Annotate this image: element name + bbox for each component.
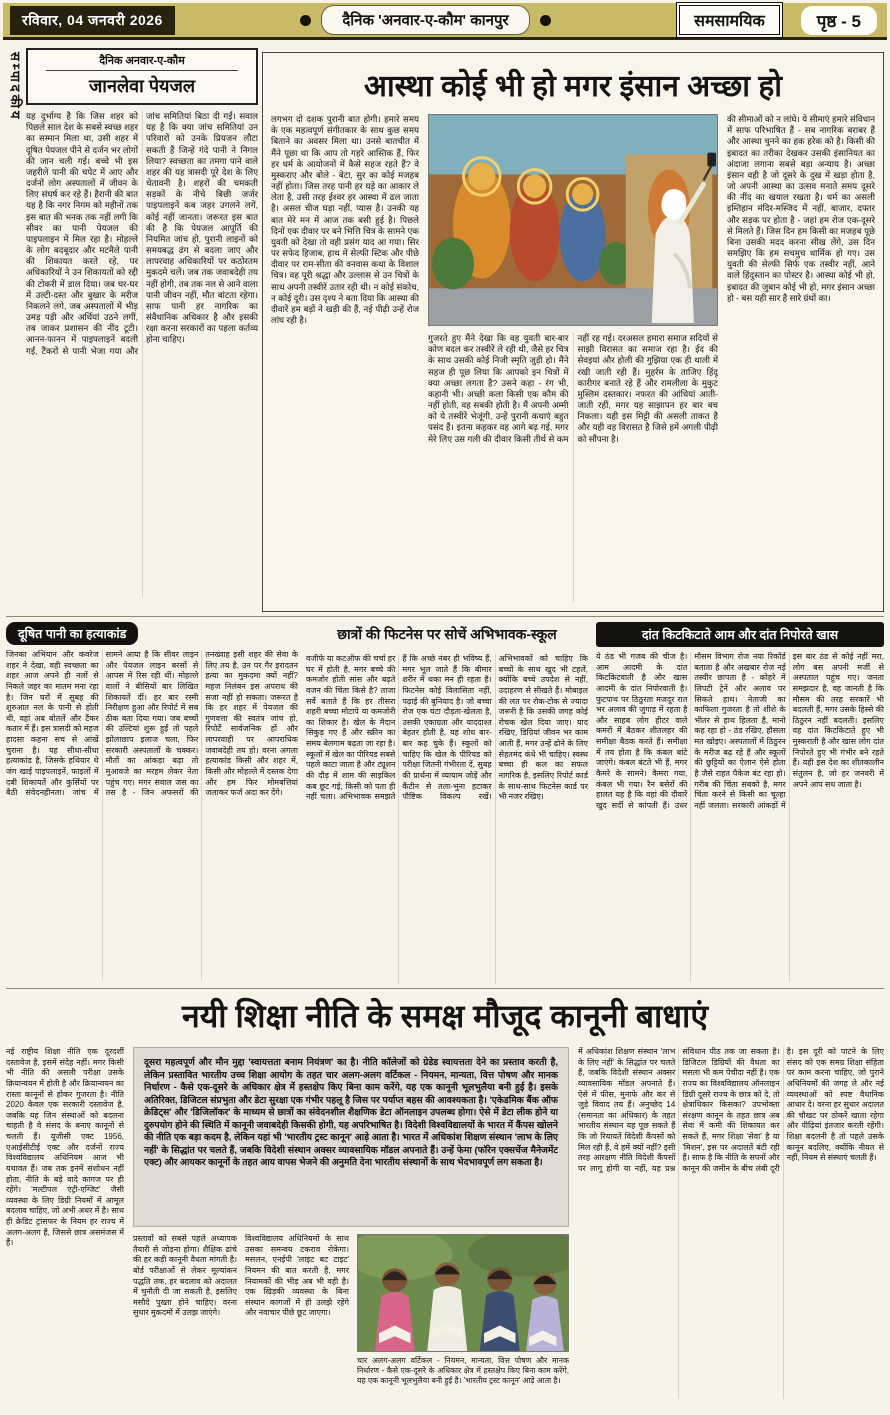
horizontal-rule <box>6 988 884 989</box>
faith-middle-text: गुजरते हुए मैंने देखा कि वह युवती बार-बार कोण बदल कर तस्वीरें ले रही थी, जैसे हर चित्र के साथ उसकी कोई निजी स्मृति जुड़ी हो। मैंने सहज ही पूछ लिया कि आपको इन चित्रों में क्या अच्छा लगता है? उसने कहा - रंग भी, कहानी भी। अच्छी कला किसी एक कौम की नहीं होती, वह सबकी होती है। मैं अपनी अम्मी को ये तस्वीरें भेजूंगी, उन्हें पुरानी कथाएं बहुत पसंद हैं। इतना कहकर वह आगे बढ़ गई, मगर मेरे लिए उस गली की दीवार किसी तीर्थ से कम नहीं रह गई। दरअसल हमारा समाज सदियों से साझी विरासत का समाज रहा है। ईद की सेवइयां और होली की गुझिया एक ही थाली में रखी जाती रही हैं। मुहर्रम के ताजिए हिंदू कारीगर बनाते रहे हैं और रामलीला के मुकुट मुस्लिम दस्तकार। नफरत की आंधियां आती-जाती रहीं, मगर यह साझापन हर बार बच निकला। यही इस मिट्टी की असली ताकत है और यही वह विरासत है जिसे हमें अगली पीढ़ी को सौंपना है। <box>428 333 718 444</box>
faith-middle <box>428 114 718 602</box>
education-highlight-box: दूसरा महत्वपूर्ण और मौन मुद्दा 'स्वायत्तता बनाम नियंत्रण' का है। नीति कॉलेजों को ग्रेडेड स्वायत्तता देने का प्रस्ताव करती है, लेकिन प्रस्तावित भारतीय उच्च शिक्षा आयोग के तहत चार अलग-अलग वर्टिकल - नियमन, मान्यता, वित्त पोषण और मानक निर्धारण - कैसे एक-दूसरे के अधिकार क्षेत्र में हस्तक्षेप किए बिना काम करेंगे, यह एक कानूनी भूलभुलैया बनी हुई है। इसके अतिरिक्त, डिजिटल संप्रभुता और डेटा सुरक्षा एक गंभीर पहलू है जिस पर पर्याप्त बहस की आवश्यकता है। 'एकेडमिक बैंक ऑफ क्रेडिट्स' और 'डिजिलॉकर' के माध्यम से छात्रों का संवेदनशील शैक्षणिक डेटा ऑनलाइन उपलब्ध होगा। ऐसे में डेटा लीक होने या दुरुपयोग होने की स्थिति में कानूनी जवाबदेही किसकी होगी, यह अपरिभाषित है। विदेशी विश्वविद्यालयों के भारत में कैंपस खोलने की नीति एक बड़ा कदम है, लेकिन यहां भी 'भारतीय ट्रस्ट कानून' आड़े आता है। भारत में अधिकांश शिक्षण संस्थान 'लाभ के लिए नहीं' के सिद्धांत पर चलते हैं, जबकि विदेशी संस्थान अक्सर व्यावसायिक मॉडल अपनाते हैं। उन्हें फेमा (फॉरेन एक्सचेंज मैनेजमेंट एक्ट) और आयकर कानूनों के तहत आय वापस भेजने की अनुमति देना भारतीय संस्थानों के साथ भेदभावपूर्ण लग सकता है। <box>133 1047 569 1227</box>
section-name: समसामयिक <box>676 2 783 38</box>
horizontal-rule <box>6 616 884 617</box>
fitness-article <box>306 622 588 984</box>
editorial-paper-name: दैनिक अनवार-ए-कौम <box>46 53 238 71</box>
water-article <box>6 622 298 984</box>
page-number: पृष्ठ - 5 <box>801 6 877 35</box>
faith-article <box>262 52 884 612</box>
faith-content <box>271 114 875 602</box>
editorial-vertical-label: सम्पादकीय <box>8 52 23 122</box>
satire-body: ये ठंड भी गजब की चीज है। आम आदमी के दांत किटकिटवाती है और खास आदमी के दांत निपोरवाती है। फुटपाथ पर ठिठुरता मजदूर रात भर अलाव की जुगाड़ में रहता है और साहब लोग हीटर वाले कमरों में बैठकर शीतलहर की समीक्षा बैठक करते हैं। समीक्षा में तय होता है कि कंबल बांटे जाएंगे। कंबल बंटते भी हैं, मगर कैमरे के सामने। कैमरा गया, कंबल भी गया। रैन बसेरों की हालत यह है कि वहां की दीवारें खुद सर्दी से कांपती हैं। उधर मौसम विभाग रोज नया रिकॉर्ड बताता है और अखबार रोज नई तस्वीर छापता है - कोहरे में लिपटी ट्रेनें और अलाव पर सिकते हाथ। नेताजी का काफिला गुजरता है तो शीशे के भीतर से हाथ हिलता है, मानो कह रहा हो - ठंड रखिए, हौसला मत खोइए। अस्पतालों में ठिठुरन के मरीज बढ़ रहे हैं और स्कूलों की छुट्टियों का ऐलान ऐसे होता है जैसे राहत पैकेज बंट रहा हो। गरीब की चिंता सबको है, मगर चिंता करने से किसी का चूल्हा नहीं जलता। सरकारी आंकड़ों में इस बार ठंड से कोई नहीं मरा, लोग बस अपनी मर्जी से अस्पताल पहुंच गए। जनता समझदार है, वह जानती है कि मौसम की तरह सरकारें भी बदलती हैं, मगर उसके हिस्से की ठिठुरन नहीं बदलती। इसलिए वह दांत किटकिटाते हुए भी मुस्कराती है और खास लोग दांत निपोरते हुए भी गंभीर बने रहते हैं। यही इस देश का शीतकालीन संतुलन है, जो हर जनवरी में अपने आप सध जाता है। <box>596 652 884 810</box>
education-content <box>6 1047 884 1399</box>
education-left-column: नई राष्ट्रीय शिक्षा नीति एक दूरदर्शी दस्तावेज है, इसमें संदेह नहीं। मगर किसी भी नीति की असली परीक्षा उसके क्रियान्वयन में होती है और क्रियान्वयन का रास्ता कानूनों से होकर गुजरता है। नीति 2020 केवल एक सरकारी दस्तावेज है, जबकि यह जिन संस्थाओं को बदलना चाहती है वे संसद के बनाए कानूनों से चलती हैं। यूजीसी एक्ट 1956, एआईसीटीई एक्ट और दर्जनों राज्य विश्वविद्यालय अधिनियम आज भी यथावत हैं। जब तक इनमें संशोधन नहीं होता, नीति के बड़े वादे कागज पर ही रहेंगे। 'मल्टीपल एंट्री-एग्जिट' जैसी व्यवस्था के लिए डिग्री नियमों में आमूल बदलाव चाहिए, जो अभी अधर में है। साथ ही क्रेडिट ट्रांसफर के नियम हर राज्य में अलग-अलग हैं, जिससे छात्र असमंजस में हैं। <box>6 1047 124 1248</box>
students-photo <box>357 1234 569 1352</box>
newspaper-title: दैनिक 'अनवार-ए-कौम' कानपुर <box>321 5 529 35</box>
education-right-columns: में अधिकांश शिक्षण संस्थान 'लाभ के लिए नहीं' के सिद्धांत पर चलते हैं, जबकि विदेशी संस्थान अक्सर व्यावसायिक मॉडल अपनाते हैं। ऐसे में फीस, मुनाफे और कर से जुड़े विवाद तय हैं। अनुच्छेद 14 (समानता का अधिकार) के तहत भारतीय संस्थान यह पूछ सकते हैं कि जो रियायतें विदेशी कैंपसों को मिल रही हैं, वे हमें क्यों नहीं? इसी तरह आरक्षण नीति विदेशी कैंपसों पर लागू होगी या नहीं, यह प्रश्न संविधान पीठ तक जा सकता है। डिजिटल डिग्रियों की वैधता का मसला भी कम पेचीदा नहीं है। एक राज्य का विश्वविद्यालय ऑनलाइन डिग्री दूसरे राज्य के छात्र को दे, तो क्षेत्राधिकार किसका? उपभोक्ता संरक्षण कानून के तहत छात्र अब सेवा में कमी की शिकायत कर सकते हैं, मगर शिक्षा 'सेवा' है या 'मिशन', इस पर अदालतें बंटी रही हैं। साफ है कि नीति के सपनों और कानून की जमीन के बीच लंबी दूरी है। इस दूरी को पाटने के लिए संसद को एक समग्र शिक्षा संहिता पर काम करना चाहिए, जो पुराने अधिनियमों की जगह ले और नई व्यवस्थाओं को स्पष्ट वैधानिक आधार दे। वरना हर सुधार अदालत की चौखट पर ठोकरें खाता रहेगा और पीढ़ियां इंतजार करती रहेंगी। शिक्षा बदलनी है तो पहले उसके कानून बदलिए, क्योंकि नीयत से नहीं, नियम से संस्थाएं चलती हैं। <box>578 1047 884 1173</box>
bullet-icon <box>540 15 551 26</box>
date-label: रविवार, 04 जनवरी 2026 <box>10 6 175 35</box>
education-middle <box>133 1047 569 1399</box>
water-body: जिनका अभियान और कवरेज शहर ने देखा, वही स्वच्छता का शहर आज अपने ही नलों से निकले जहर का मातम मना रहा है। जिन घरों में सुबह की शुरुआत नल के पानी से होती थी, वहां अब बोतलें और टैंकर कतार में हैं। इस त्रासदी को महज हादसा कहना सच से आंखें चुराना है। यह सीधा-सीधा हत्याकांड है, जिसके हथियार थे जंग खाई पाइपलाइनें, फाइलों में दबी शिकायतें और कुर्सियों पर बैठी संवेदनहीनता। जांच में सामने आया है कि सीवर लाइन और पेयजल लाइन बरसों से आपस में रिस रही थीं। मोहल्ले वालों ने बीसियों बार लिखित शिकायतें दीं। हर बार रस्मी निरीक्षण हुआ और रिपोर्ट में सब ठीक बता दिया गया। जब बच्चों की उल्टियां शुरू हुईं तो पहले झोलाछाप इलाज चला, फिर सरकारी अस्पतालों के चक्कर। मौतों का आंकड़ा बढ़ा तो मुआवजे का मरहम लेकर नेता पहुंच गए। मगर सवाल जस का तस है - जिन अफसरों की तनख्वाह इसी शहर की सेवा के लिए तय है, उन पर गैर इरादतन हत्या का मुकदमा क्यों नहीं? महज निलंबन इस अपराध की सजा नहीं हो सकता। जरूरत है कि हर शहर में पेयजल की गुणवत्ता की स्वतंत्र जांच हो, रिपोर्टें सार्वजनिक हों और लापरवाही पर आपराधिक जवाबदेही तय हो। वरना अगला हत्याकांड किसी और शहर में, किसी और मोहल्ले में दस्तक देगा और हम फिर मोमबत्तियां जलाकर फर्ज अदा कर देंगे। <box>6 650 298 798</box>
faith-column-left: लगभग दो दशक पुरानी बात होगी। हमारे समय के एक महत्वपूर्ण संगीतकार के साथ कुछ समय बिताने का अवसर मिला था। उनसे बातचीत में मैंने पूछा था कि आप तो गहरे आस्तिक हैं, फिर हर धर्म के आयोजनों में कैसे सहज रहते हैं? वे मुस्कराए और बोले - बेटा, सुर का कोई मजहब नहीं होता। जिस तरह पानी हर घड़े का आकार ले लेता है, उसी तरह ईश्वर हर आस्था में ढल जाता है। असल चीज घड़ा नहीं, प्यास है। उनकी यह बात मेरे मन में आज तक बसी हुई है। पिछले दिनों एक दीवार पर बने भित्ति चित्र के सामने एक युवती को देखा तो वही प्रसंग याद आ गया। सिर पर सफेद हिजाब, हाथ में सेल्फी स्टिक और पीछे दीवार पर राम-सीता की वनवास कथा के विशाल चित्र। वह पूरी श्रद्धा और उल्लास से उन चित्रों के साथ अपनी तस्वीरें उतार रही थी। न कोई संकोच, न कोई दूरी। उस दृश्य ने बता दिया कि आस्था की दीवारें हम बड़ों ने खड़ी की हैं, नई पीढ़ी उन्हें रोज लांघ रही है। <box>271 114 419 326</box>
faith-headline: आस्था कोई भी हो मगर इंसान अच्छा हो <box>363 70 783 103</box>
education-article <box>6 992 884 1410</box>
editorial-title: जानलेवा पेयजल <box>88 76 196 96</box>
fitness-title: छात्रों की फिटनेस पर सोचें अभिभावक-स्कूल <box>337 626 557 642</box>
education-mid-column-2: विश्वविद्यालय अधिनियमों के साथ उसका समन्वय टकराव रोकेगा। मसलन, एनईपी 'लाइट बट टाइट' नियमन की बात करती है, मगर नियामकों की भीड़ अब भी वही है। एक खिड़की व्यवस्था के बिना संस्थान कागजों में ही उलझे रहेंगे और नवाचार पीछे छूट जाएगा। <box>245 1234 349 1318</box>
mural-selfie-photo <box>429 115 717 325</box>
water-title: दूषित पानी का हत्याकांड <box>6 622 138 645</box>
fitness-body: वजीफे या कटऑफ की चर्चा हर घर में होती है, मगर बच्चे की कमजोर होती सांस और बढ़ते वजन की चिंता किसे है? ताजा सर्वे बताते हैं कि हर तीसरा शहरी बच्चा मोटापे या कमजोरी का शिकार है। खेल के मैदान सिकुड़ गए हैं और स्क्रीन का समय बेलगाम बढ़ता जा रहा है। स्कूलों में खेल का पीरियड सबसे पहले काटा जाता है और ट्यूशन की दौड़ में शाम की साइकिल कब छूट गई, किसी को पता ही नहीं चला। अभिभावक समझते हैं कि अच्छे नंबर ही भविष्य हैं, मगर भूल जाते हैं कि बीमार शरीर में थका मन ही रहता है। फिटनेस कोई विलासिता नहीं, पढ़ाई की बुनियाद है। जो बच्चा रोज एक घंटा दौड़ता-खेलता है, उसकी एकाग्रता और याददाश्त बेहतर होती है, यह शोध बार-बार कह चुके हैं। स्कूलों को चाहिए कि खेल के पीरियड को परीक्षा जितनी गंभीरता दें, सुबह की प्रार्थना में व्यायाम जोड़ें और कैंटीन से तला-भुना हटाकर पौष्टिक विकल्प रखें। अभिभावकों को चाहिए कि बच्चों के साथ खुद भी टहलें, क्योंकि बच्चे उपदेश से नहीं, उदाहरण से सीखते हैं। मोबाइल की लत पर रोक-टोक से ज्यादा जरूरी है कि उसकी जगह कोई रोचक खेल दिया जाए। याद रखिए, डिग्रियां जीवन भर काम आती हैं, मगर उन्हें ढोने के लिए सेहतमंद कंधे भी चाहिए। स्वस्थ बच्चा ही कल का सफल नागरिक है, इसलिए रिपोर्ट कार्ड के साथ-साथ फिटनेस कार्ड पर भी नजर रखिए। <box>306 654 588 802</box>
students-reading-photo <box>358 1235 568 1351</box>
satire-title: दांत किटकिटाते आम और दांत निपोरते खास <box>596 622 884 647</box>
masthead-bar <box>3 3 887 40</box>
education-middle-lower <box>133 1234 569 1399</box>
editorial-article <box>6 48 258 614</box>
bullet-icon <box>300 15 311 26</box>
faith-column-right: की सीमाओं को न लांघे। ये सीमाएं हमारे संविधान में साफ परिभाषित हैं - सब नागरिक बराबर हैं और आस्था चुनने का हक हरेक को है। किसी की इबादत का तरीका देखकर उसकी इंसानियत का अंदाजा लगाना सबसे बड़ा अन्याय है। अच्छा इंसान वही है जो दूसरे के दुख में खड़ा होता है, जो अपनी आस्था का उत्सव मनाते समय दूसरे की नींद का खयाल रखता है। धर्म का असली इम्तिहान मंदिर-मस्जिद में नहीं, बाजार, दफ्तर और सड़क पर होता है - जहां हम रोज एक-दूसरे से मिलते हैं। जिस दिन हम किसी का मजहब पूछे बिना उसकी मदद करना सीख लेंगे, उस दिन समझिए कि हम सचमुच धार्मिक हो गए। उस युवती की सेल्फी सिर्फ एक तस्वीर नहीं, आने वाले हिंदुस्तान का पोस्टर है। आस्था कोई भी हो, इबादत की जुबान कोई भी हो, मगर इंसान अच्छा हो - बस यही सार है सारे ग्रंथों का। <box>727 114 875 303</box>
education-mid-column-1: प्रस्तावों को सबसे पहले अध्यापक तैयारी से जोड़ना होगा। शैक्षिक ढांचे की हर कड़ी कानूनी वैधता मांगती है। बोर्ड परीक्षाओं से लेकर मूल्यांकन पद्धति तक, हर बदलाव को अदालत में चुनौती दी जा सकती है, इसलिए मसौदे पुख्ता होने चाहिए। वरना सुधार मुकदमों में उलझ जाएंगे। <box>133 1234 237 1318</box>
education-headline: नयी शिक्षा नीति के समक्ष मौजूद कानूनी बाधाएं <box>181 998 709 1034</box>
faith-article-photo <box>428 114 718 326</box>
satire-article <box>596 622 884 984</box>
students-photo-caption: चार अलग-अलग वर्टिकल - नियमन, मान्यता, वित्त पोषण और मानक निर्धारण - कैसे एक-दूसरे के अधिकार क्षेत्र में हस्तक्षेप किए बिना काम करेंगे, यह एक कानूनी भूलभुलैया बनी हुई है। 'भारतीय ट्रस्ट कानून' आड़े आता है। <box>357 1356 569 1385</box>
editorial-header-box <box>26 48 258 105</box>
education-photo-block <box>357 1234 569 1399</box>
editorial-body: यह दुर्भाग्य है कि जिस शहर को पिछले साल देश के सबसे स्वच्छ शहर का सम्मान मिला था, उसी शहर में दूषित पेयजल पीने से दर्जन भर लोगों की जान चली गई। बच्चे भी इस जहरीले पानी की चपेट में आए और दर्जनों लोग अस्पतालों में जीवन के लिए संघर्ष कर रहे हैं। हैरानी की बात यह है कि नगर निगम को महीनों तक इस बात की भनक तक नहीं लगी कि सीवर का पानी पेयजल की पाइपलाइन में मिल रहा है। मोहल्ले के लोग बदबूदार और मटमैले पानी की शिकायत करते रहे, पर अधिकारियों ने उन शिकायतों को रद्दी की टोकरी में डाल दिया। जब घर-घर में उल्टी-दस्त और बुखार के मरीज निकलने लगे, जब अस्पतालों में भीड़ उमड़ पड़ी और अर्थियां उठने लगीं, तब जाकर प्रशासन की नींद टूटी। आनन-फानन में पाइपलाइनें बदली गईं, टैंकरों से पानी भेजा गया और जांच समितियां बिठा दी गईं। सवाल यह है कि क्या जांच समितियां उन परिवारों को उनके प्रियजन लौटा सकती हैं जिन्हें गंदे पानी ने निगल लिया? स्वच्छता का तमगा पाने वाले शहर की यह त्रासदी पूरे देश के लिए चेतावनी है। शहरों की चमकती सड़कों के नीचे बिछी जर्जर पाइपलाइनें कब जहर उगलने लगें, कोई नहीं जानता। जरूरत इस बात की है कि पेयजल आपूर्ति की नियमित जांच हो, पुरानी लाइनों को समयबद्ध ढंग से बदला जाए और लापरवाह अधिकारियों पर कठोरतम मुकदमे चलें। जब तक जवाबदेही तय नहीं होगी, तब तक नल से आने वाला पानी जीवन नहीं, मौत बांटता रहेगा। साफ पानी हर नागरिक का संवैधानिक अधिकार है और इसकी रक्षा करना सरकारों का पहला कर्तव्य होना चाहिए। <box>26 111 258 356</box>
